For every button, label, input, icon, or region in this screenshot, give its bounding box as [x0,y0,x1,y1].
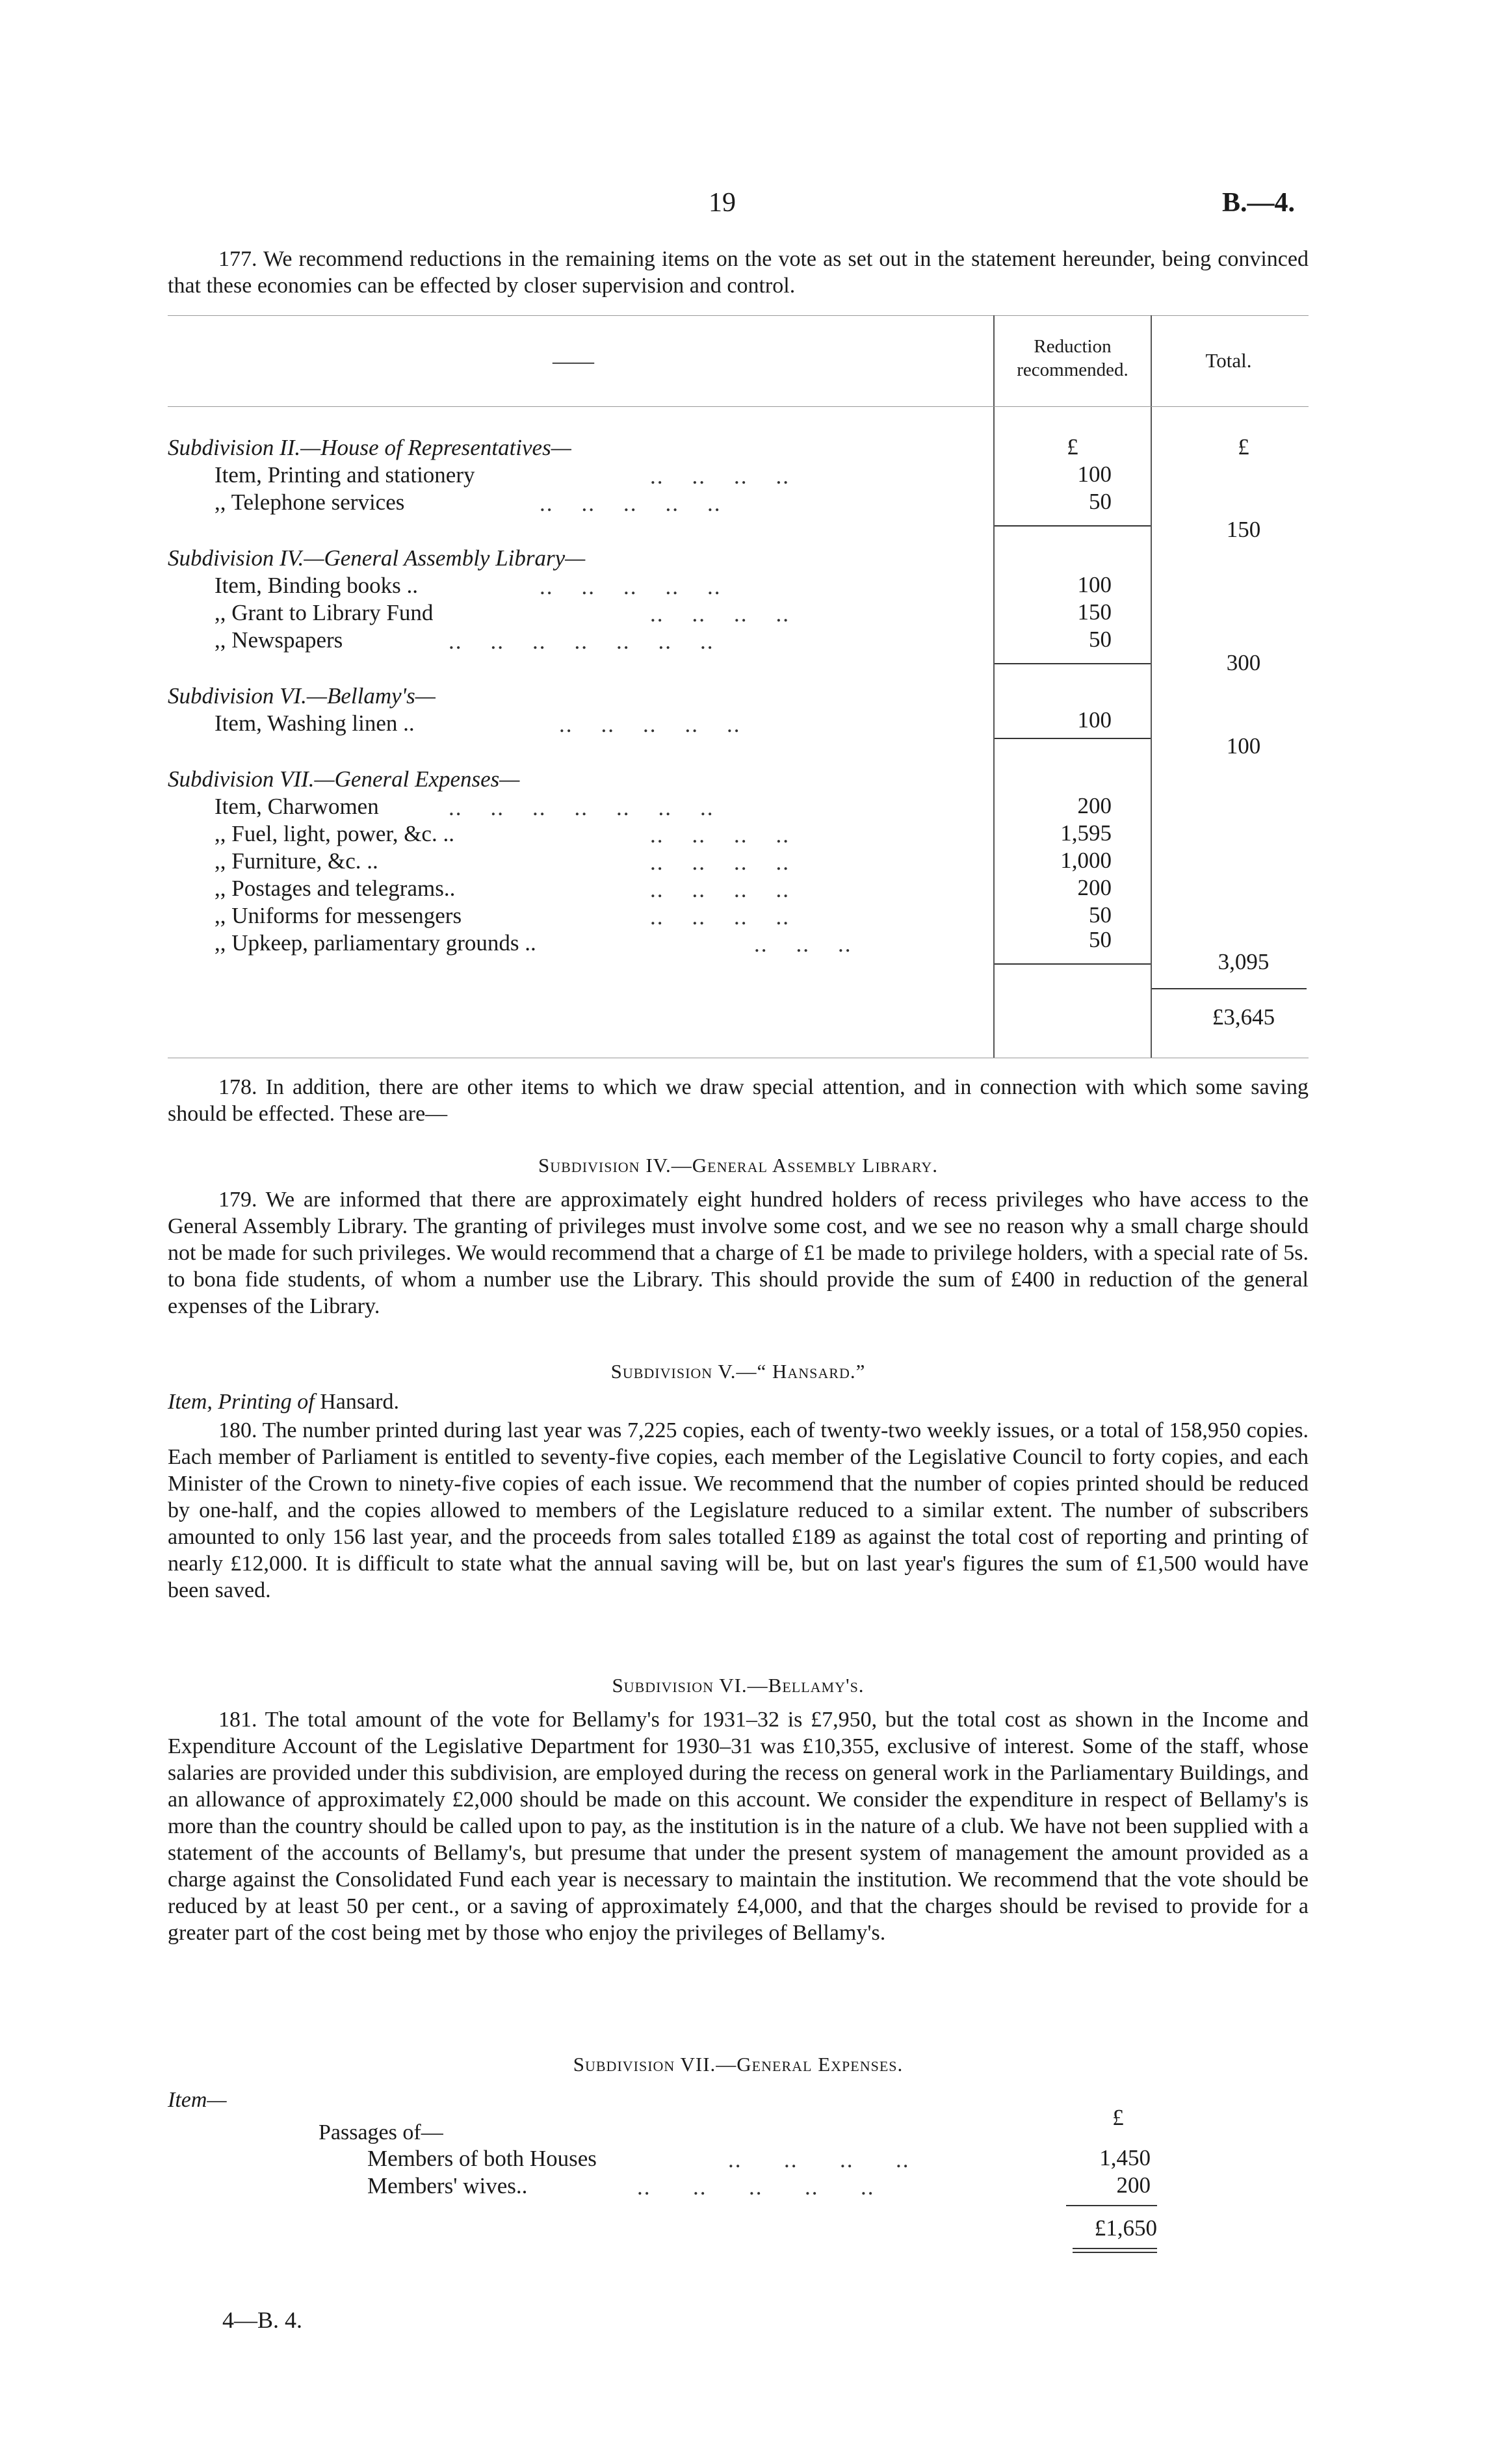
leader-dots: .. .. .. .. .. [637,2174,875,2200]
table-row-value: 100 [1077,572,1112,597]
leader-dots: .. .. .. .. .. .. .. [449,629,714,654]
leader-dots: .. .. .. .. [650,877,790,902]
table-row-value: 150 [1077,599,1112,625]
table-row-label: Item, Binding books .. [215,573,419,598]
table-row-value: 200 [1077,875,1112,900]
section-total: 150 [1226,517,1261,542]
table-row-value: 50 [1089,627,1112,652]
table-row-label: Item, Washing linen .. [215,710,415,736]
item-label: Item— [168,2088,227,2112]
total-currency: £ [1238,434,1249,460]
table-row-label: ,, Upkeep, parliamentary grounds .. [215,930,536,956]
leader-dots: .. .. .. .. .. [559,712,741,737]
reduction-currency: £ [1067,434,1078,460]
passages-label: Passages of— [319,2120,443,2144]
leader-dots: .. .. .. .. .. .. .. [449,795,714,820]
doc-reference: B.—4. [1222,188,1296,218]
paragraph-179: 179. We are informed that there are approximately eight hundred holders of recess privileges who have access to the General Assembly Library. The granting of privileges must involve some cost, and we see no reason why a small charge should not be made for such privileges. We would recommend that a charge of £1 be made to privilege holders, with a special rate of 5s. to bona fide students, of whom a number use the Library. This should provide the sum of £400 in reduction of the general expenses of the Library. [168,1188,1309,1318]
table-row-label: Item, Printing and stationery [215,462,475,488]
table-row-value: 50 [1089,489,1112,514]
table-row-label: ,, Uniforms for messengers [215,903,462,928]
table-row-label: ,, Furniture, &c. .. [215,848,378,874]
item-subject: Hansard. [320,1390,399,1414]
section-heading: Subdivision IV.—General Assembly Library— [168,545,586,571]
heading-subdivision-vii: Subdivision VII.—General Expenses. [573,2053,904,2076]
leader-dots: .. .. .. .. [650,822,790,848]
page-footer: 4—B. 4. [222,2307,303,2333]
table-row-value: 100 [1077,707,1112,733]
paragraph-178: 178. In addition, there are other items to which we draw special attention, and in connection with which some saving should be effected. These are— [168,1075,1309,1126]
section-total: 300 [1226,650,1261,675]
passage-row-label: Members of both Houses [367,2146,597,2171]
section-heading: Subdivision VI.—Bellamy's— [168,683,436,709]
passage-row-value: 1,450 [1099,2145,1151,2170]
table-row-label: ,, Postages and telegrams.. [215,876,456,901]
section-total: 3,095 [1218,949,1270,974]
item-printing-hansard [168,1390,399,1414]
table-row-value: 1,000 [1060,848,1112,873]
passage-row-label: Members' wives.. [367,2173,528,2198]
leader-dots: .. .. .. .. .. [540,491,722,516]
leader-dots: .. .. .. .. [650,463,790,489]
table-row-value: 50 [1089,902,1112,928]
section-total: 100 [1226,733,1261,759]
section-heading: Subdivision II.—House of Representatives— [168,435,571,460]
column-blank: —— [553,349,594,372]
passages-currency: £ [1112,2105,1124,2130]
table-row-value: 200 [1077,793,1112,818]
table-row-label: ,, Telephone services [215,489,405,515]
leader-dots: .. .. .. [754,932,852,957]
leader-dots: .. .. .. .. [650,601,790,627]
item-label: Item, Printing of [168,1390,315,1414]
leader-dots: .. .. .. .. [650,904,790,930]
section-heading: Subdivision VII.—General Expenses— [168,766,520,792]
heading-subdivision-vi: Subdivision VI.—Bellamy's. [612,1674,865,1697]
leader-dots: .. .. .. .. .. [540,574,722,599]
table-row-label: Item, Charwomen [215,794,379,819]
heading-subdivision-v: Subdivision V.—“ Hansard.” [610,1360,866,1383]
column-total-header: Total. [1205,349,1252,372]
table-row-value: 100 [1077,462,1112,487]
table-row-label: ,, Grant to Library Fund [215,600,434,625]
leader-dots: .. .. .. .. [650,850,790,875]
passages-total: £1,650 [1094,2215,1157,2241]
paragraph-181: 181. The total amount of the vote for Bellamy's for 1931–32 is £7,950, but the total cost as shown in the Income and Expenditure Account of the Legislative Department for 1930–31 was £10,355, exclusive of interest. Some of the staff, whose salaries are provided under this subdivision, are employed during the recess on general work in the Parliamentary Buildings, and an allowance of approximately £2,000 should be made on this account. We consider the expenditure in respect of Bellamy's is more than the country should be called upon to pay, as the institution is in the nature of a club. We have not been supplied with a statement of the accounts of Bellamy's, but presume that under the present system of management the amount provided as a charge against the Consolidated Fund each year is necessary to maintain the institution. We recommend that the vote should be reduced by at least 50 per cent., or a saving of approximately £4,000, and that the charges should be revised to provide for a greater part of the cost being met by those who enjoy the privileges of Bellamy's. [168,1708,1309,1945]
table-row-label: ,, Newspapers [215,627,343,653]
table-row-value: 50 [1089,927,1112,952]
grand-total: £3,645 [1212,1004,1275,1030]
passage-row-value: 200 [1116,2172,1151,2198]
column-reduction-header: Reduction recommended. [1017,336,1128,380]
heading-subdivision-iv: Subdivision IV.—General Assembly Library. [538,1154,938,1177]
page-number: 19 [709,188,736,218]
table-row-label: ,, Fuel, light, power, &c. .. [215,821,454,846]
leader-dots: .. .. .. .. [728,2147,910,2172]
paragraph-180: 180. The number printed during last year was 7,225 copies, each of twenty-two weekly issues, or a total of 158,950 copies. Each member of Parliament is entitled to seventy-five copies, each member of the Legislative Council to forty copies, and each Minister of the Crown to ninety-five copies of each issue. We recommend that the number of copies printed should be reduced by one-half, and the copies allowed to members of the Legislature reduced to a similar extent. The number of subscribers amounted to only 156 last year, and the proceeds from sales totalled £189 as against the total cost of reporting and printing of nearly £12,000. It is difficult to state what the annual saving will be, but on last year's figures the sum of £1,500 would have been saved. [168,1418,1309,1602]
paragraph-177: 177. We recommend reductions in the remaining items on the vote as set out in the statement hereunder, being convinced that these economies can be effected by closer supervision and control. [168,247,1309,298]
table-row-value: 1,595 [1060,820,1112,846]
